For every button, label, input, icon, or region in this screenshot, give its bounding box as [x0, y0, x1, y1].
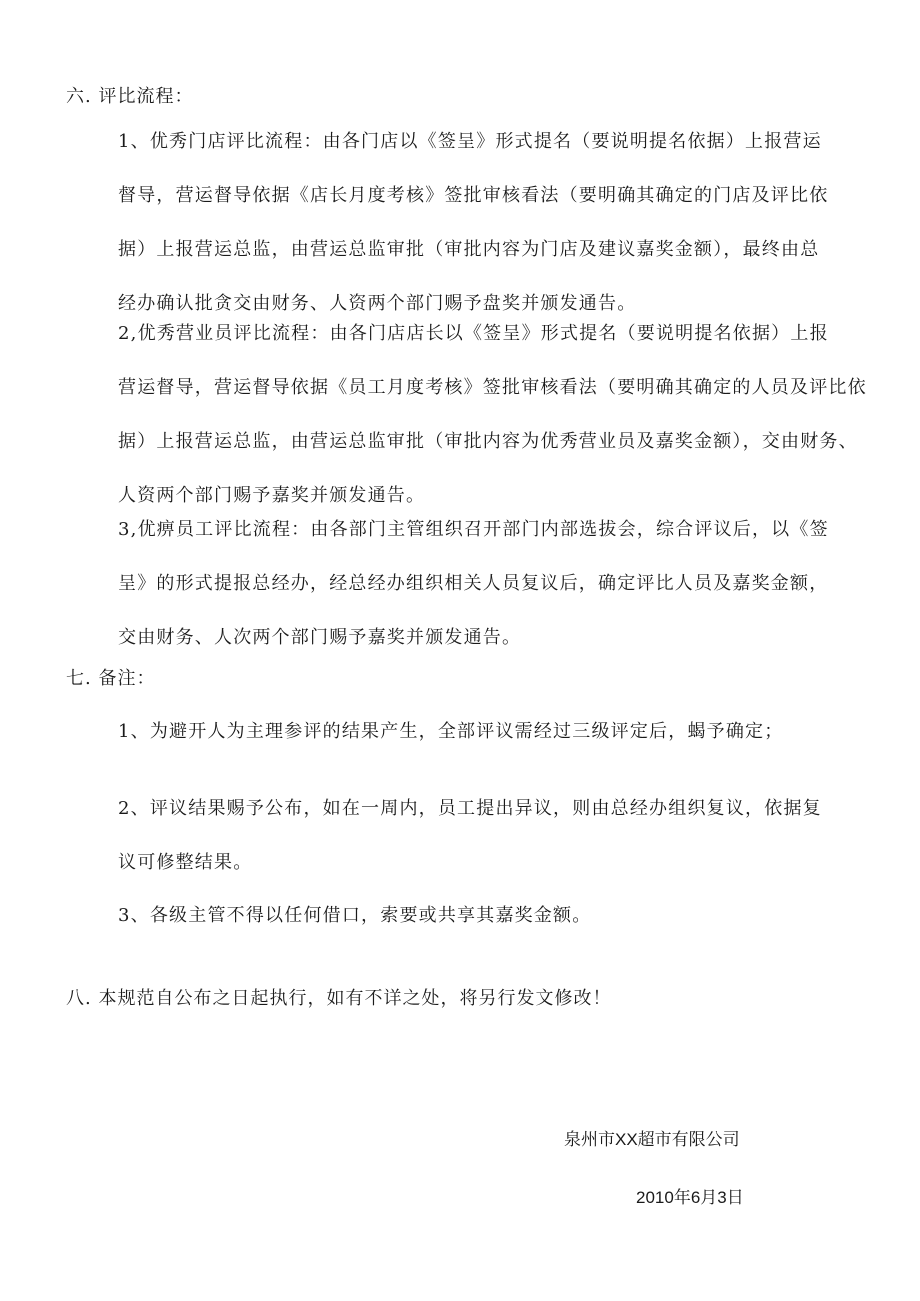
text-line: 据）上报营运总监，由营运总监审批（审批内容为优秀营业员及嘉奖金额），交由财务、: [118, 431, 858, 452]
section8-heading: 八. 本规范自公布之日起执行，如有不详之处，将另行发文修改！: [66, 988, 612, 1009]
section7-heading: 七. 备注：: [66, 668, 156, 689]
text-line: 2,优秀营业员评比流程：由各门店店长以《签呈》形式提名（要说明提名依据）上报: [118, 323, 829, 344]
text-line: 2、评议结果赐予公布，如在一周内，员工提出异议，则由总经办组织复议，依据复: [118, 798, 822, 819]
text-line: 3、各级主管不得以任何借口，索要或共享其嘉奖金额。: [118, 905, 592, 926]
text-line: 经办确认批贪交由财务、人资两个部门赐予盘奖并颁发通告。: [118, 293, 637, 314]
section6-item2: [118, 307, 867, 523]
section7-item2: [118, 782, 860, 890]
text-line: 人资两个部门赐予嘉奖并颁发通告。: [118, 485, 426, 506]
text-line: 1、为避开人为主理参评的结果产生，全部评议需经过三级评定后，蝎予确定；: [118, 721, 784, 742]
text-line: 营运督导，营运督导依据《员工月度考核》签批审核看法（要明确其确定的人员及评比依: [118, 377, 867, 398]
section6-heading: 六. 评比流程：: [66, 86, 194, 107]
text-line: 据）上报营运总监，由营运总监审批（审批内容为门店及建议嘉奖金额），最终由总: [118, 239, 820, 260]
section7-item1: [118, 705, 860, 759]
section7-item3: [118, 889, 860, 943]
text-line: 呈》的形式提报总经办，经总经办组织相关人员复议后，确定评比人员及嘉奖金额，: [118, 573, 829, 594]
section6-item1: [118, 115, 860, 331]
text-line: 3,优痹员工评比流程：由各部门主管组织召开部门内部选拔会，综合评议后，以《签: [118, 519, 829, 540]
company-name: 泉州市XX超市有限公司: [564, 1130, 740, 1149]
text-line: 1、优秀门店评比流程：由各门店以《签呈》形式提名（要说明提名依据）上报营运: [118, 131, 822, 152]
text-line: 交由财务、人次两个部门赐予嘉奖并颁发通告。: [118, 627, 522, 648]
section6-item3: [118, 503, 860, 665]
text-line: 议可修整结果。: [118, 852, 253, 873]
signature-date: 2010年6月3日: [636, 1188, 744, 1207]
text-line: 督导，营运督导依据《店长月度考核》签批审核看法（要明确其确定的门店及评比依: [118, 185, 829, 206]
